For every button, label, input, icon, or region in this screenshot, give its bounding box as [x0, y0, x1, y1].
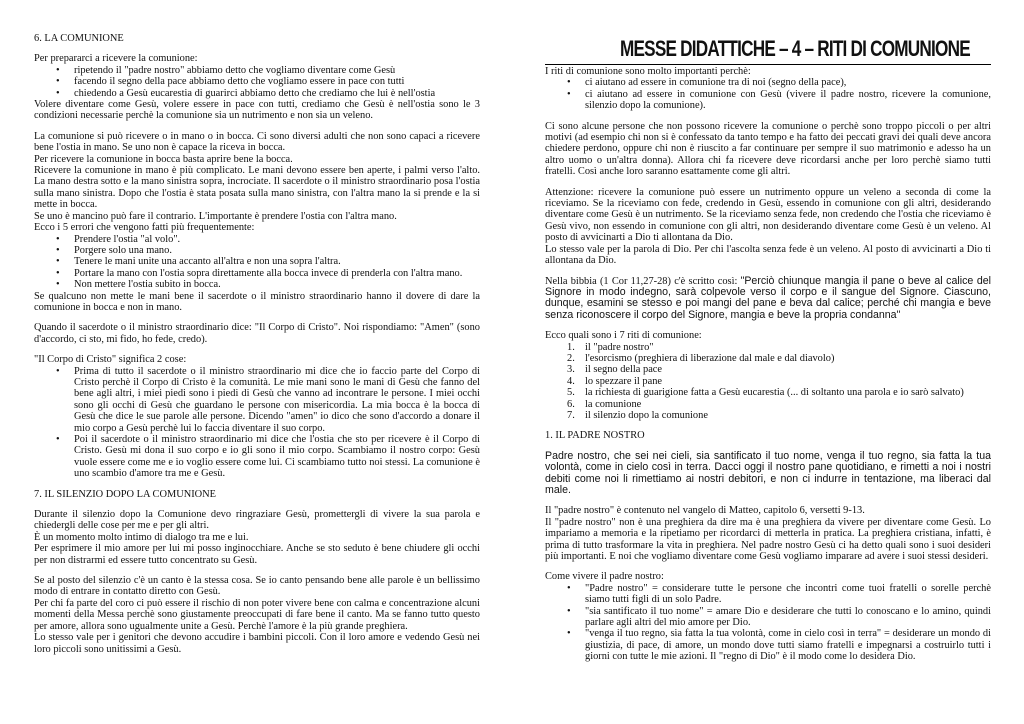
paragraph-momento: È un momento molto intimo di dialogo tra me e lui.: [34, 531, 249, 543]
list-item: [545, 387, 991, 398]
list-item: • ripetendo il "padre nostro" abbiamo detto che vogliamo diventare come Gesù: [34, 65, 480, 76]
section-heading-padre-nostro: 1. IL PADRE NOSTRO: [545, 430, 645, 442]
list-text: l'esorcismo (preghiera di liberazione dal male e dal diavolo): [585, 352, 835, 364]
paragraph-durante: Durante il silenzio dopo la Comunione devo ringraziare Gesù, promettergli di vivere la sua parola e chiedergli delle cose per me e per gli altri.: [34, 509, 480, 532]
paragraph-genitori: Lo stesso vale per i genitori che devono accudire i bambini piccoli. Con il loro amore e vedendo Gesù nei loro piccoli sono unitissimi a Gesù.: [34, 632, 480, 655]
list-item: • "sia santificato il tuo nome" = amare Dio e desiderare che tutti lo conoscano e lo amino, quindi parlare agli altri del mio amore per Dio.: [545, 606, 991, 629]
list-number: 4.: [567, 375, 575, 387]
list-number: 3.: [567, 364, 575, 376]
paragraph-preghiera: Il "padre nostro" non è una preghiera da dire ma è una preghiera da vivere per diventare come Gesù. Lo impariamo a memoria e la ripetiamo per ricordarci di metterla in pratica. La preghiera cristiana, infatti, è prima di tutto trasformare la vita in preghiera. Nel padre nostro Gesù ci ha detto quali sono i suoi desideri più importanti. E noi che vogliamo diventare come Gesù vogliamo imparare ad avere i suoi stessi desideri.: [545, 516, 991, 563]
paragraph-coro: Per chi fa parte del coro ci può essere il rischio di non poter vivere bene con calma e concentrazione alcuni momenti della Messa perchè sono giustamente preoccupati di fare bene il canto. Ma se fanno tutto questo per amore, allora sono ugualmente unite a Gesù. Perchè l'amore è la più grande preghiera.: [34, 597, 480, 632]
paragraph-bocca: Per ricevere la comunione in bocca basta aprire bene la bocca.: [34, 153, 293, 165]
document-title: MESSE DIDATTICHE – 4 – RITI DI COMUNIONE: [620, 36, 970, 61]
paragraph-quando: Quando il sacerdote o il ministro straordinario dice: "Il Corpo di Cristo". Noi rispondiamo: "Amen" (sono d'accordo, ci sto, mi fido, ho fede, credo).: [34, 322, 480, 345]
list-text: il segno della pace: [585, 364, 663, 376]
list-item: [545, 376, 991, 387]
list-number: 6.: [567, 398, 575, 410]
paragraph-persone: Ci sono alcune persone che non possono ricevere la comunione o perchè sono troppo piccoli o per altri motivi (ad esempio chi non si è confessato da tanto tempo e ha fatto dei peccati gravi dei quali deve ancora chiedere perdono, oppure chi non è riuscito a far continuare per sempre il suo matrimonio e adesso ha un altro uomo o un'altra donna). Allora chi fa ricevere deve ricordarsi anche per loro perchè siamo tutti fratelli. Così anche loro saranno esattamente come gli altri.: [545, 120, 991, 178]
paragraph-canto: Se al posto del silenzio c'è un canto è la stessa cosa. Se io canto pensando bene alle parole è un bellissimo modo di entrare in contatto diretto con Gesù.: [34, 575, 480, 598]
bibbia-quote: "Perciò chiunque mangia il pane o beve al calice del Signore in modo indegno, sarà colpevole verso il corpo e il sangue del Signore. Ciascuno, dunque, esamini se stesso e poi mangi del pane e beva dal calice; perché chi mangia e beve senza riconoscere il corpo del Signore, mangia e beve la propria condanna": [545, 274, 991, 321]
paragraph-errori: Ecco i 5 errori che vengono fatti più frequentemente:: [34, 222, 255, 234]
bibbia-intro: Nella bibbia (1 Cor 11,27-28) c'è scritto così:: [545, 275, 741, 287]
paragraph-mano: La comunione si può ricevere o in mano o in bocca. Ci sono diversi adulti che non sono capaci a ricevere bene l'ostia in mano. Se uno non è capace la riceva in bocca.: [34, 130, 480, 154]
list-number: 1.: [567, 341, 575, 353]
paragraph-dovere: Se qualcuno non mette le mani bene il sacerdote o il ministro straordinario hanno il dovere di dare la comunione in bocca e non in mano.: [34, 290, 480, 313]
list-item: • chiedendo a Gesù eucarestia di guarirci abbiamo detto che crediamo che lui è nell'ostia: [34, 88, 480, 99]
list-item: [545, 353, 991, 364]
paragraph-esprimere: Per esprimere il mio amore per lui mi posso inginocchiare. Anche se sto seduto è bene chiudere gli occhi per non distrarmi ed essere tutto concentrato su Gesù.: [34, 543, 480, 566]
paragraph-riti: I riti di comunione sono molto importanti perchè:: [545, 66, 751, 77]
list-item: [545, 410, 991, 421]
list-item: • Porgere solo una mano.: [34, 245, 480, 256]
list-item: • ci aiutano ad essere in comunione con Gesù (vivere il padre nostro, ricevere la comunione, silenzio dopo la comunione).: [545, 89, 991, 112]
list-number: 5.: [567, 387, 575, 399]
paragraph-contenuto: Il "padre nostro" è contenuto nel vangelo di Matteo, capitolo 6, versetti 9-13.: [545, 505, 865, 517]
padre-nostro-text: Padre nostro, che sei nei cieli, sia santificato il tuo nome, venga il tuo regno, sia fatta la tua volontà, come in cielo così in terra. Dacci oggi il nostro pane quotidiano, e rimetti a noi i nostri debiti come noi li rimettiamo ai nostri debitori, e non ci indurre in tentazione, ma liberaci dal male.: [545, 449, 991, 496]
riti7-list: [545, 342, 991, 422]
paragraph-attenzione: Attenzione: ricevere la comunione può essere un nutrimento oppure un veleno a seconda di come la riceviamo. Se la riceviamo con fede, credendo in Gesù, essendo in comunione con gli altri, desiderando diventare come Gesù è un nutrimento. Se la riceviamo senza fede, non credendo che l'ostia che riceviamo è Gesù vivo, non essendo in comunione con gli altri, non desiderando diventare come Gesù è un veleno. Al posto di avvicinarti a Dio ti allontana da Dio.: [545, 186, 991, 244]
list-text: la comunione: [585, 398, 642, 410]
paragraph-significa: "Il Corpo di Cristo" significa 2 cose:: [34, 354, 187, 366]
come-list: [545, 583, 991, 663]
list-item: • Non mettere l'ostia subito in bocca.: [34, 279, 480, 290]
paragraph-parola: Lo stesso vale per la parola di Dio. Per chi l'ascolta senza fede è un veleno. Al posto di avvicinarti a Dio ti allontana da Dio.: [545, 243, 991, 267]
list-item: • facendo il segno della pace abbiamo detto che vogliamo essere in pace con tutti: [34, 76, 480, 87]
errori-list: [34, 234, 480, 291]
section-heading-comunione: 6. LA COMUNIONE: [34, 33, 124, 44]
list-item: [545, 364, 991, 375]
paragraph-ecco: Ecco quali sono i 7 riti di comunione:: [545, 330, 702, 342]
list-item: • Prima di tutto il sacerdote o il ministro straordinario mi dice che io faccio parte del Corpo di Cristo perchè il Corpo di Cristo è la comunità. Le mie mani sono le mani di Gesù che fanno del bene agli altri, i miei piedi sono i piedi di Gesù che vanno ad incontrare le persone. I miei occhi sono gli occhi di Gesù che guardano le persone con misericordia. La mia bocca è la bocca di Gesù che dice le sue parole alle persone. Dicendo "amen" io dico che sono d'accordo a donare il mio corpo a Gesù perchè lui lo faccia diventare il suo corpo.: [34, 366, 480, 434]
list-item: • Poi il sacerdote o il ministro straordinario mi dice che l'ostia che sto per ricevere è il Corpo di Cristo. Gesù mi dona il suo corpo e io gli sono il mio corpo. Scambiamo il nostro corpo: Gesù vuole essere come me e io voglio essere come lui. Ci scambiamo tutto noi stessi. La comunione è uno scambio d'amore tra me e Gesù.: [34, 434, 480, 480]
cose-list: [34, 366, 480, 480]
paragraph-come: Come vivere il padre nostro:: [545, 571, 664, 583]
list-number: 2.: [567, 352, 575, 364]
riti-list: [545, 77, 991, 111]
paragraph-volere: Volere diventare come Gesù, volere essere in pace con tutti, crediamo che Gesù è nell'ostia sono le 3 condizioni necessarie perchè la comunione sia un nutrimento e non sia un veleno.: [34, 99, 480, 122]
list-item: [545, 342, 991, 353]
list-item: [545, 399, 991, 410]
list-number: 7.: [567, 409, 575, 421]
list-item: • Tenere le mani unite una accanto all'altra e non una sopra l'altra.: [34, 256, 480, 267]
paragraph-prepararci: Per prepararci a ricevere la comunione:: [34, 53, 198, 65]
list-text: il silenzio dopo la comunione: [585, 409, 708, 421]
paragraph-ricevere-mano: Ricevere la comunione in mano è più complicato. Le mani devono essere ben aperte, i palmi verso l'alto. La mano destra sotto e la mano sinistra sopra, incrociate. Il sacerdote o il ministro straordinario posa l'ostia sulla mano sinistra. Dopo che l'ostia è stata posata sulla mano sinistra, con l'altra mano la si prende e la si mette in bocca.: [34, 165, 480, 211]
list-item: • Portare la mano con l'ostia sopra direttamente alla bocca invece di prenderla con l'altra mano.: [34, 268, 480, 279]
list-item: • "venga il tuo regno, sia fatta la tua volontà, come in cielo così in terra" = desiderare un mondo di giustizia, di pace, di amore, un mondo dove tutti siamo fratelli e impegnarsi a costruirlo tutti i giorni con tutte le mie azioni. Il "regno di Dio" è il modo come lo desidera Dio.: [545, 628, 991, 662]
list-item: • "Padre nostro" = considerare tutte le persone che incontri come tuoi fratelli o sorelle perchè siamo tutti figli di un solo Padre.: [545, 583, 991, 606]
section-heading-silenzio: 7. IL SILENZIO DOPO LA COMUNIONE: [34, 488, 217, 500]
prep-list: [34, 65, 480, 99]
list-item: • Prendere l'ostia "al volo".: [34, 234, 480, 245]
paragraph-mancino: Se uno è mancino può fare il contrario. L'importante è prendere l'ostia con l'altra mano.: [34, 210, 397, 222]
left-column: [34, 0, 480, 724]
paragraph-bibbia: [545, 276, 991, 322]
list-text: il "padre nostro": [585, 341, 654, 353]
list-text: lo spezzare il pane: [585, 375, 663, 387]
list-text: la richiesta di guarigione fatta a Gesù eucarestia (... di soltanto una parola e io sarò salvato): [585, 387, 964, 399]
list-item: • ci aiutano ad essere in comunione tra di noi (segno della pace),: [545, 77, 991, 88]
right-column: [545, 0, 991, 724]
